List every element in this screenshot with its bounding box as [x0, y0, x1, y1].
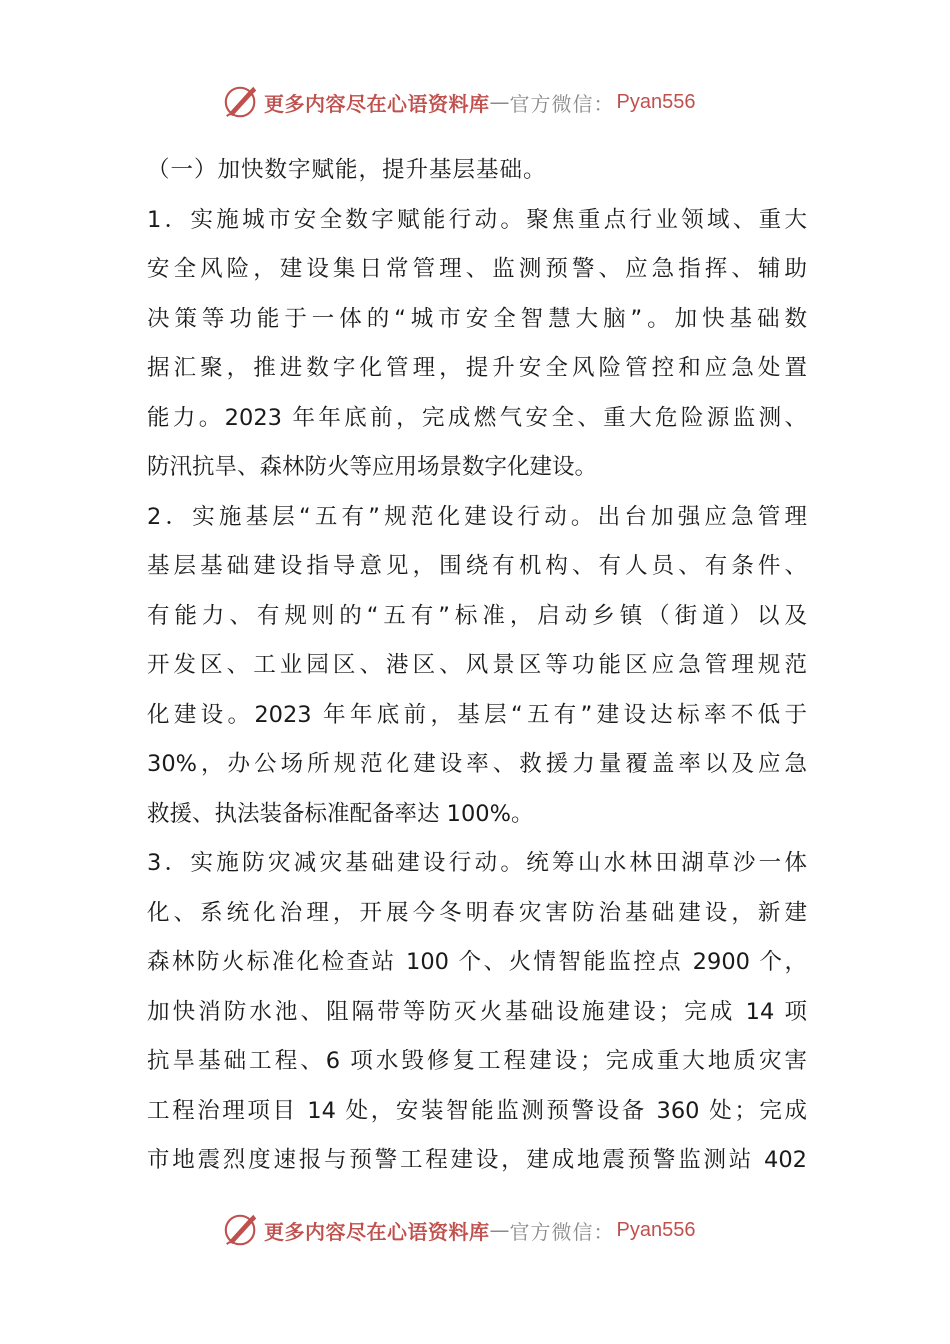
watermark-banner-top — [222, 82, 695, 122]
watermark-wechat-id: Pyan556 — [616, 90, 696, 113]
paragraph-line: 化、系统化治理，开展今冬明春灾害防治基础建设，新建 — [147, 899, 807, 926]
watermark-wechat-label: 官方微信： — [509, 91, 615, 116]
paragraph-line: 安全风险，建设集日常管理、监测预警、应急指挥、辅助 — [147, 256, 807, 282]
paragraph-line: 决策等功能于一体的“城市安全智慧大脑”。加快基础数 — [147, 305, 807, 332]
pen-logo-icon — [222, 1211, 260, 1249]
watermark-dash: — — [489, 90, 510, 114]
section-heading: （一）加快数字赋能，提升基层基础。 — [147, 157, 547, 183]
pen-logo-icon — [222, 83, 260, 121]
paragraph-3 — [147, 839, 807, 1186]
paragraph-line: 30%，办公场所规范化建设率、救援力量覆盖率以及应急 — [147, 751, 807, 777]
watermark-brand: 更多内容尽在心语资料库 — [264, 91, 490, 116]
paragraph-line: 防汛抗旱、森林防火等应用场景数字化建设。 — [147, 454, 598, 480]
paragraph-line: 工程治理项目 14 处，安装智能监测预警设备 360 处；完成 — [147, 1097, 807, 1124]
watermark-wechat-label: 官方微信： — [509, 1219, 615, 1244]
paragraph-line: 抗旱基础工程、6 项水毁修复工程建设；完成重大地质灾害 — [147, 1048, 807, 1074]
paragraph-line: 据汇聚，推进数字化管理，提升安全风险管控和应急处置 — [147, 355, 807, 381]
paragraph-line: 能力。2023 年年底前，完成燃气安全、重大危险源监测、 — [147, 404, 807, 431]
paragraph-line: 1．实施城市安全数字赋能行动。聚焦重点行业领域、重大 — [147, 206, 807, 233]
paragraph-line: 森林防火标准化检查站 100 个、火情智能监控点 2900 个， — [147, 949, 807, 975]
document-body — [147, 146, 807, 1186]
paragraph-line: 有能力、有规则的“五有”标准，启动乡镇（街道）以及 — [147, 602, 807, 629]
watermark-dash: — — [489, 1218, 510, 1242]
watermark-banner-bottom — [222, 1210, 695, 1250]
paragraph-line: 化建设。2023 年年底前，基层“五有”建设达标率不低于 — [147, 701, 807, 728]
watermark-brand: 更多内容尽在心语资料库 — [264, 1219, 490, 1244]
paragraph-line: 基层基础建设指导意见，围绕有机构、有人员、有条件、 — [147, 553, 807, 579]
paragraph-line: 开发区、工业园区、港区、风景区等功能区应急管理规范 — [147, 652, 807, 678]
paragraph-line: 2．实施基层“五有”规范化建设行动。出台加强应急管理 — [147, 503, 807, 530]
paragraph-line: 加快消防水池、阻隔带等防灭火基础设施建设；完成 14 项 — [147, 998, 807, 1025]
paragraph-1 — [147, 196, 807, 493]
paragraph-line: 3．实施防灾减灾基础建设行动。统筹山水林田湖草沙一体 — [147, 850, 807, 876]
watermark-wechat-id: Pyan556 — [616, 1218, 696, 1241]
paragraph-line: 救援、执法装备标准配备率达 100%。 — [147, 800, 534, 827]
paragraph-2 — [147, 493, 807, 840]
paragraph-line: 市地震烈度速报与预警工程建设，建成地震预警监测站 402 — [147, 1147, 807, 1173]
